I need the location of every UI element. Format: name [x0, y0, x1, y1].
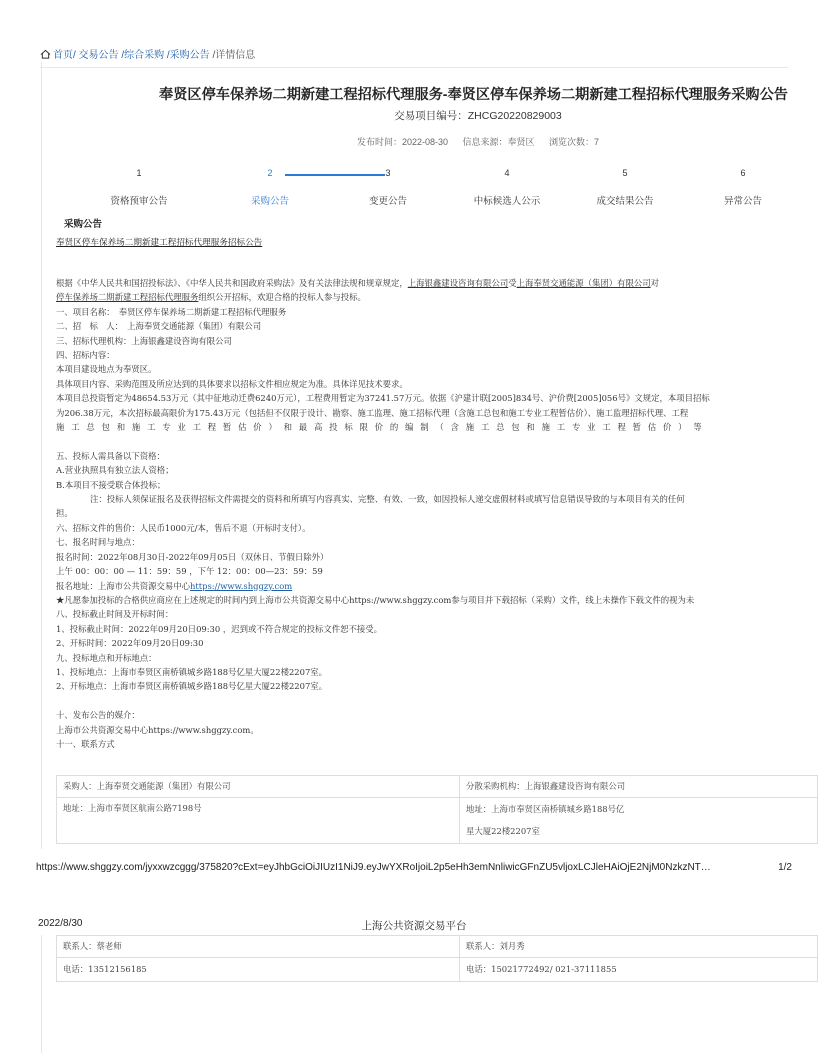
page-title: 奉贤区停车保养场二期新建工程招标代理服务-奉贤区停车保养场二期新建工程招标代理服务采购公告 [159, 87, 788, 103]
view-count: 浏览次数：7 [549, 137, 600, 147]
step-label: 资格预审公告 [110, 196, 168, 207]
text-line: 2、开标地点：上海市奉贤区南桥镇城乡路188号亿星大厦22楼2207室。 [56, 681, 328, 692]
intro-line-2 [56, 290, 788, 304]
notice-body [56, 276, 788, 751]
step-number: 2 [267, 168, 273, 178]
text-line: 具体项目内容、采购范围及所应达到的具体要求以招标文件相应规定为准。具体详见技术要求。 [56, 378, 408, 389]
text-line: 一、项目名称： 奉贤区停车保养场二期新建工程招标代理服务 [56, 306, 287, 317]
agency-address-line: 星大厦22楼2207室 [466, 826, 540, 836]
text-line: 七、报名时间与地点： [56, 537, 140, 548]
text-line: 十、发布公告的媒介： [56, 710, 140, 721]
agency-address [460, 798, 818, 844]
page-url: https://www.shggzy.com/jyxxwzcggg/375820?cExt=eyJhbGciOiJIUzI1NiJ9.eyJwYXRoIjoiL2p5eHh3emNnliwicGFnZU5vljoxLCJleHAiOjE2NjM0NzkzNT… [36, 862, 711, 873]
step-number: 4 [504, 168, 510, 178]
intro-text: 根据《中华人民共和国招投标法》、《中华人民共和国政府采购法》及有关法律法规和规章规定， [56, 278, 408, 288]
divider [40, 67, 788, 68]
text-line: 本项目建设地点为奉贤区。 [56, 364, 157, 375]
progress-steps [60, 166, 820, 212]
intro-text: 对 [650, 278, 659, 288]
left-rule [41, 62, 42, 849]
breadcrumb-jiaoyi[interactable]: / 交易公告 [73, 50, 119, 61]
step-2[interactable] [210, 166, 330, 207]
step-label: 中标候选人公示 [473, 196, 541, 207]
step-1[interactable] [79, 166, 199, 207]
buyer-contact: 联系人：蔡老师 [57, 936, 460, 958]
breadcrumb-current: /详情信息 [212, 50, 256, 61]
text-line: 为206.38万元，本次招标最高限价为175.43万元（包括但不仅限于设计、勘察、施工监理、施工招标代理（含施工总包和施工专业工程暂估价）、施工监理招标代理、工程 [56, 407, 689, 418]
address-label: 报名地址：上海市公共资源交易中心 [56, 580, 190, 591]
home-icon [40, 49, 51, 59]
step-6[interactable] [683, 166, 803, 207]
agent-name: 上海银鑫建设咨询有限公司 [407, 278, 509, 288]
agency-contact: 联系人：刘月秀 [460, 936, 818, 958]
intro-text: 受 [508, 278, 517, 288]
publish-time: 发布时间：2022-08-30 [356, 137, 448, 147]
step-number: 5 [622, 168, 628, 178]
contact-table [56, 775, 818, 844]
agency-phone: 电话：15021772492/ 021-37111855 [460, 958, 818, 982]
step-4[interactable] [447, 166, 567, 207]
buyer-address: 地址：上海市奉贤区航南公路7198号 [57, 798, 460, 844]
page-number: 1/2 [778, 862, 792, 873]
text-line: 1、投标截止时间：2022年09月20日09:30 ，迟到或不符合规定的投标文件恕不接受。 [56, 623, 383, 634]
text-line: 报名时间：2022年08月30日-2022年09月05日（双休日、节假日除外） [56, 551, 329, 562]
step-number: 6 [740, 168, 746, 178]
step-label: 异常公告 [723, 196, 762, 207]
buyer-phone: 电话：13512156185 [57, 958, 460, 982]
text-line: 十一、联系方式 [56, 738, 115, 749]
project-name: 停车保养场二期新建工程招标代理服务 [56, 292, 199, 303]
text-line: 六、招标文件的售价：人民币1000元/本，售后不退（开标时支付）。 [56, 522, 311, 533]
breadcrumb-caigou[interactable]: /采购公告 [166, 50, 210, 61]
agency-cell: 分散采购机构：上海银鑫建设咨询有限公司 [460, 776, 818, 798]
breadcrumb-zonghe[interactable]: /综合采购 [121, 50, 165, 61]
text-line: 上午 00：00：00 — 11：59：59 ，下午 12：00：00—23：59：59 [56, 566, 323, 577]
breadcrumb-home[interactable]: 首页 [53, 50, 73, 61]
info-source: 信息来源：奉贤区 [462, 137, 535, 147]
text-line: 五、投标人需具备以下资格： [56, 450, 165, 461]
text-line: 担。 [56, 508, 73, 519]
step-5[interactable] [565, 166, 685, 207]
left-rule-page2 [41, 935, 42, 1053]
agency-address-line: 地址：上海市奉贤区南桥镇城乡路188号亿 [466, 804, 625, 814]
section-title: 采购公告 [64, 219, 103, 230]
step-number: 1 [136, 168, 142, 178]
intro-text: 组织公开招标，欢迎合格的投标人参与投标。 [198, 292, 366, 303]
text-line: A.营业执照具有独立法人资格； [56, 465, 174, 476]
text-line: ★凡愿参加投标的合格供应商应在上述规定的时间内到上海市公共资源交易中心https://www.shggzy.com参与项目并下载招标（采购）文件，线上未操作下载文件的视为未 [56, 594, 695, 605]
text-line: 三、招标代理机构：上海银鑫建设咨询有限公司 [56, 335, 232, 346]
text-line: 九、投标地点和开标地点： [56, 652, 157, 663]
text-line: 上海市公共资源交易中心https://www.shggzy.com。 [56, 724, 259, 735]
text-line: 2、开标时间：2022年09月20日09:30 [56, 638, 204, 649]
text-line [56, 579, 788, 593]
buyer-cell: 采购人：上海奉贤交通能源（集团）有限公司 [57, 776, 460, 798]
text-line: 八、投标截止时间及开标时间： [56, 609, 174, 620]
step-number: 3 [385, 168, 391, 178]
site-link[interactable]: https://www.shggzy.com [190, 580, 293, 591]
text-line: B.本项目不接受联合体投标； [56, 479, 166, 490]
notice-title: 奉贤区停车保养场二期新建工程招标代理服务招标公告 [56, 237, 263, 247]
text-line: 二、招 标 人： 上海奉贤交通能源（集团）有限公司 [56, 321, 262, 332]
text-line: 施工总包和施工专业工程暂估价）和最高投标限价的编制（含施工总包和施工专业工程暂估价）等 [56, 422, 709, 433]
project-number: 交易项目编号：ZHCG20220829003 [394, 110, 562, 122]
step-label: 成交结果公告 [596, 196, 654, 207]
step-3[interactable] [328, 166, 448, 207]
text-line: 1、投标地点：上海市奉贤区南桥镇城乡路188号亿星大厦22楼2207室。 [56, 666, 328, 677]
step-label: 采购公告 [250, 196, 289, 207]
print-site-name: 上海公共资源交易平台 [361, 920, 467, 932]
text-line: 注：投标人须保证报名及获得招标文件需提交的资料和所填写内容真实、完整、有效、一致，如因投标人递交虚假材料或填写信息错误导致的与本项目有关的任何 [90, 494, 685, 505]
meta-info [40, 135, 788, 148]
text-line: 四、招标内容： [56, 350, 115, 361]
print-footer [36, 862, 792, 876]
text-line: 本项目总投资暂定为48654.53万元（其中征地动迁费6240万元），工程费用暂定为37241.57万元。依据《沪建计联[2005]834号、沪价费[2005]056号》文规定，本项目招标 [56, 393, 710, 404]
step-label: 变更公告 [368, 196, 407, 207]
print-date: 2022/8/30 [38, 918, 83, 929]
intro-line-1 [56, 276, 788, 290]
owner-name: 上海奉贤交通能源（集团）有限公司 [516, 278, 651, 288]
contact-table-continued [56, 935, 818, 982]
breadcrumb [40, 46, 255, 61]
